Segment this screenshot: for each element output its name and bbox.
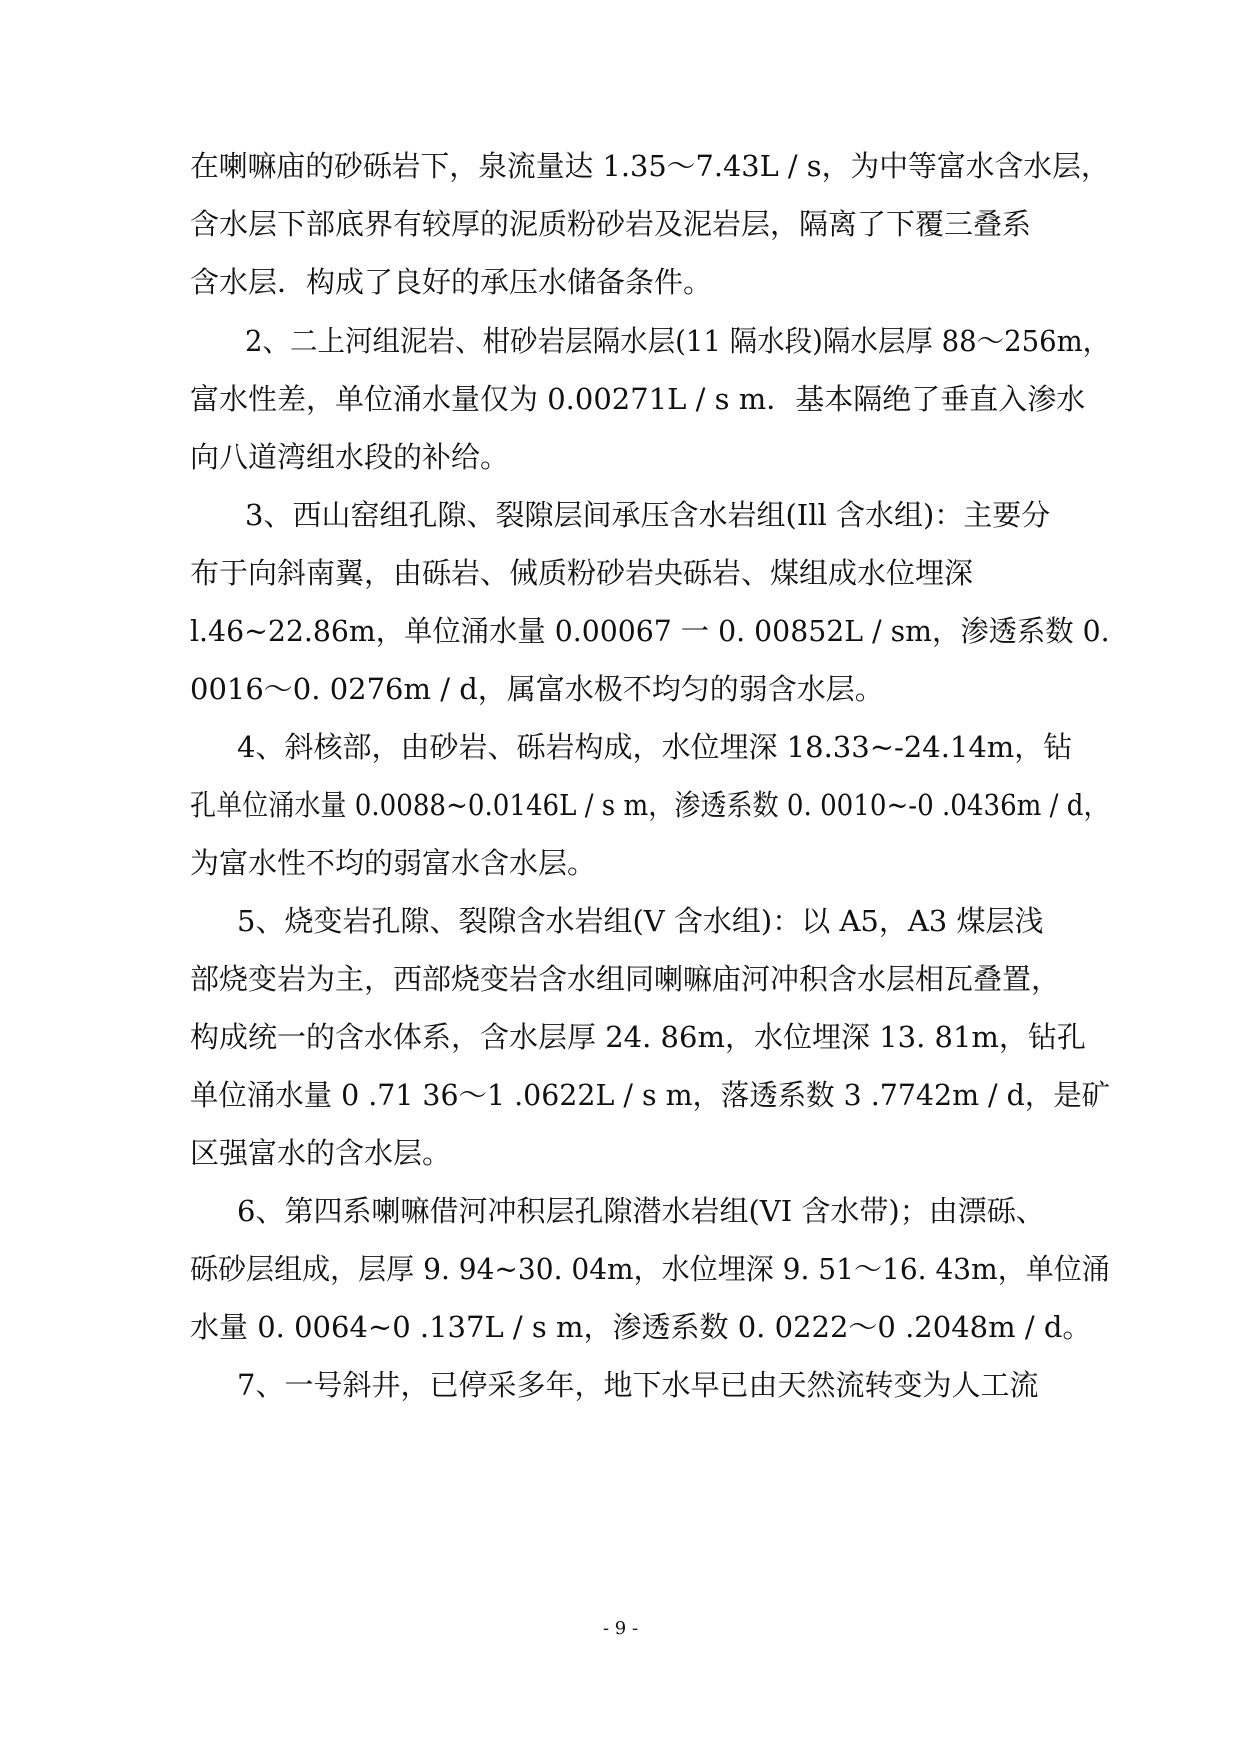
page-number: - 9 - [602, 1618, 639, 1639]
paragraph-2-first-line: 2、二上河组泥岩、柑砂岩层隔水层(11 隔水段)隔水层厚 88～256m， [245, 324, 1111, 358]
body-text-line: 砾砂层组成，层厚 9. 94~30. 04m，水位埋深 9. 51～16. 43m，单位涌 [190, 1252, 1110, 1286]
body-text-line: 含水层下部底界有较厚的泥质粉砂岩及泥岩层，隔离了下覆三叠系 [190, 207, 1032, 241]
paragraph-4-first-line: 4、斜核部，由砂岩、砾岩构成，水位埋深 18.33~-24.14m，钻 [237, 730, 1073, 764]
body-text-line: 为富水性不均的弱富水含水层。 [190, 846, 597, 880]
paragraph-3-first-line: 3、西山窑组孔隙、裂隙层间承压含水岩组(Ill 含水组)：主要分 [245, 498, 1051, 532]
paragraph-6-first-line: 6、第四系喇嘛借河冲积层孔隙潜水岩组(VI 含水带)；由漂砾、 [237, 1194, 1045, 1228]
body-text-line: l.46~22.86m，单位涌水量 0.00067 一 0. 00852L / sm，渗透系数 0. [190, 614, 1110, 648]
body-text-line: 构成统一的含水体系，含水层厚 24. 86m，水位埋深 13. 81m，钻孔 [190, 1020, 1086, 1054]
body-text-line: 布于向斜南翼，由砾岩、㑘质粉砂岩央砾岩、煤组成水位埋深 [190, 556, 974, 590]
body-text-line: 富水性差，单位涌水量仅为 0.00271L / s m．基本隔绝了垂直入渗水 [190, 382, 1086, 416]
body-text-line: 区强富水的含水层。 [190, 1136, 452, 1170]
body-text-line: 0016～0. 0276m / d，属富水极不均匀的弱含水层。 [190, 672, 884, 706]
body-text-line: 水量 0. 0064~0 .137L / s m，渗透系数 0. 0222～0 .2048m / d。 [190, 1310, 1092, 1344]
body-text-line: 部烧变岩为主，西部烧变岩含水组同喇嘛庙河冲积含水层相瓦叠置， [190, 962, 1061, 996]
body-text-line: 向八道湾组水段的补给。 [190, 440, 510, 474]
paragraph-5-first-line: 5、烧变岩孔隙、裂隙含水岩组(V 含水组)：以 A5，A3 煤层浅 [237, 904, 1044, 938]
paragraph-7-first-line: 7、一号斜井，已停采多年，地下水早已由天然流转变为人工流 [237, 1368, 1039, 1402]
body-text-line: 单位涌水量 0 .71 36～1 .0622L / s m，落透系数 3 .7742m / d，是矿 [190, 1078, 1111, 1112]
body-text-line: 含水层．构成了良好的承压水储备条件。 [190, 265, 713, 299]
body-text-line: 孔单位涌水量 0.0088~0.0146L / s m，渗透系数 0. 0010~-0 .0436m / d， [190, 788, 1110, 822]
body-text-line: 在喇嘛庙的砂砾岩下，泉流量达 1.35～7.43L / s，为中等富水含水层， [190, 149, 1110, 183]
